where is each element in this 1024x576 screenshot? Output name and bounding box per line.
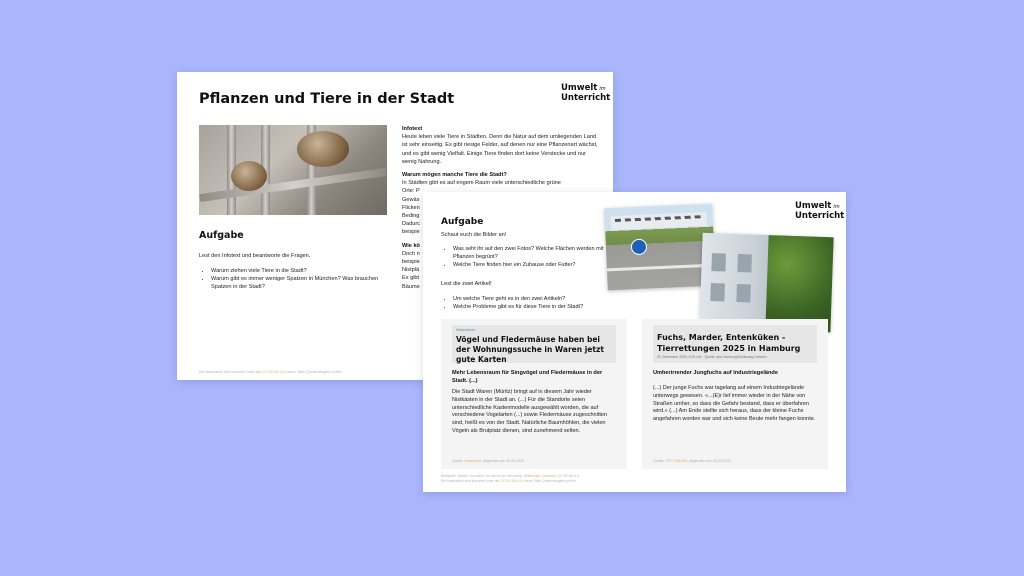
article-header xyxy=(653,325,817,363)
list-item: • Warum ziehen viele Tiere in die Stadt? xyxy=(211,267,381,275)
article-source: Quelle: ZEIT ONLINE, abgerufen am 30.04.2025 xyxy=(653,459,731,463)
list-item: • Welche Probleme gibt es für diese Tiere in der Stadt? xyxy=(453,303,613,311)
article-card-fuchs xyxy=(642,319,828,469)
article-source: Quelle: Nordkurier, abgerufen am 30.04.2025 xyxy=(452,459,525,463)
license-footer: Die Materialien sind lizenziert unter der CC BY-SA 4.0 Lizenz. Bitte Quellenangabe prüfen. xyxy=(199,370,343,374)
green-facade-photo xyxy=(699,233,833,333)
text-fragment: beispie xyxy=(402,229,420,236)
infotext-body: Heute leben viele Tiere in Städten. Denn die Natur auf dem umliegenden Land ist sehr einseitig. Es gibt riesige Felder, auf denen nur eine Pflanzenart wächst, und es gibt wenig Vielfalt. Einige Tiere finden dort keine Verstecke und nur wenig Nahrung. xyxy=(402,134,598,165)
article-card-voegel xyxy=(441,319,627,469)
text-fragment: Bäume xyxy=(402,283,420,290)
task-heading: Aufgabe xyxy=(441,217,484,227)
list-item: • Welche Tiere finden hier ein Zuhause oder Futter? xyxy=(453,261,613,269)
list-item: • Um welche Tiere geht es in den zwei Artikeln? xyxy=(453,295,613,303)
article-body: (...) Der junge Fuchs war tagelang auf einem Industriegelände unterwegs gewesen. «...(E)r lief immer wieder in der Nähe von Straßen umher, so dass die Gefahr bestand, dass er überfahren wird.» (...) Am Ende stellte sich heraus, dass der kleine Fuchs angefahren worden war und sich keine Beute mehr fangen konnte. xyxy=(653,385,816,423)
infotext-heading: Infotext xyxy=(402,126,423,132)
credit-link[interactable]: Wikimedia Commons xyxy=(523,474,556,478)
article-subheadline: Mehr Lebensraum für Singvögel und Fledermäuse in der Stadt. (...) xyxy=(452,370,603,384)
question-list xyxy=(203,267,381,291)
article-headline: Vögel und Fledermäuse haben bei der Wohnungssuche in Waren jetzt gute Karten xyxy=(456,335,604,364)
photo-instruction: Schaut euch die Bilder an! xyxy=(441,232,507,238)
street-photo xyxy=(604,204,715,291)
section-text: In Städten gibt es auf engem Raum viele unterschiedliche grüne xyxy=(402,180,561,187)
text-fragment: Beding xyxy=(402,213,420,220)
section-heading: Wie kö xyxy=(402,242,420,249)
article-header xyxy=(452,325,616,363)
photo-question-list xyxy=(445,245,613,269)
text-fragment: Gewäs xyxy=(402,196,420,203)
text-fragment: Doch n xyxy=(402,250,420,257)
list-item: • Warum gibt es immer weniger Spatzen in München? Was brauchen Spatzen in der Stadt? xyxy=(211,275,381,291)
image-credits-footer: Bildquelle: Straße: Lizenziert von Bernd am Würzberg, Wikimedia Commons, CC BY-SA 4.0 Die Materialien sind lizenziert unter der CC BY-SA 4.0 Lizenz. Bitte Quellenangabe prüfen. xyxy=(441,474,579,483)
worksheet-title: Pflanzen und Tiere in der Stadt xyxy=(199,91,455,107)
article-subheadline: Umherirrender Jungfuchs auf Industriegelände xyxy=(653,370,778,376)
text-fragment: Flicken xyxy=(402,204,420,211)
sparrows-photo xyxy=(199,125,387,215)
umwelt-im-unterricht-logo: Umwelt im Unterricht xyxy=(795,201,845,221)
article-question-list xyxy=(445,295,613,311)
text-fragment: Es gibt xyxy=(402,275,420,282)
article-body: Die Stadt Waren (Müritz) bringt auf in diesem Jahr wieder Nistkästen in der Stadt an. (...) Für die Standorte seien unterschiedliche Kastenmodelle ausgewählt worden, die auf verschiedene Vogelarten (...) sowie Fledermäuse zugeschnitten sind, heißt es von der Stadt. Natürliche Baumhöhlen, die vielen Vögeln als Brutplatz dienen, sind zunehmend selten. xyxy=(452,389,608,434)
article-dateline: 29. Dezember 2025, 6:30 Uhr · Quelle: dpa Hamburg/Schleswig-Holstein xyxy=(657,355,767,359)
blue-direction-sign-icon xyxy=(631,239,648,256)
article-tag: Naturschutz xyxy=(456,328,476,332)
text-fragment: Orte: P xyxy=(402,188,420,195)
text-fragment: beispie xyxy=(402,259,420,266)
section-heading: Warum mögen manche Tiere die Stadt? xyxy=(402,172,507,179)
license-link[interactable]: CC BY-SA 4.0 xyxy=(500,479,522,483)
list-item: • Was seht ihr auf den zwei Fotos? Welche Flächen werden mit Pflanzen begrünt? xyxy=(453,245,613,261)
license-link[interactable]: CC BY-SA 4.0 xyxy=(262,370,285,374)
article-instruction: Lest die zwei Artikel! xyxy=(441,281,492,287)
worksheet-articles xyxy=(423,192,846,492)
source-link[interactable]: Nordkurier xyxy=(464,459,481,463)
text-fragment: Nistplä xyxy=(402,267,420,274)
umwelt-im-unterricht-logo: Umwelt im Unterricht xyxy=(561,83,611,103)
task-heading: Aufgabe xyxy=(199,230,244,241)
task-instruction: Lest den Infotext und beantworte die Fragen. xyxy=(199,253,311,259)
source-link[interactable]: ZEIT ONLINE xyxy=(665,459,688,463)
text-fragment: Dadurc xyxy=(402,221,421,228)
article-headline: Fuchs, Marder, Entenküken - Tierrettungen 2025 in Hamburg xyxy=(657,333,801,353)
